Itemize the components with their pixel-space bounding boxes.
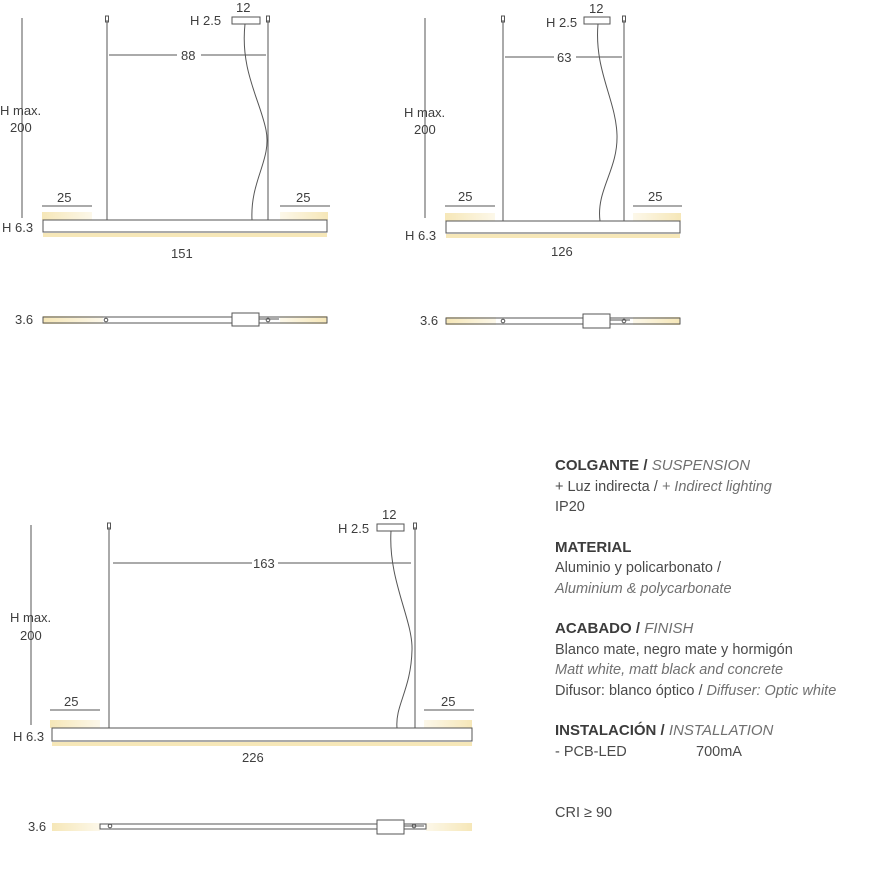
bottom-view-screw [104,318,108,322]
title-es: ACABADO [555,620,632,637]
title-en: SUSPENSION [651,457,751,474]
cable-span-label: 63 [557,50,572,65]
light-left-label: 25 [57,190,72,205]
drawing-medium [425,16,682,328]
spec-cri: CRI ≥ 90 [555,805,613,821]
profile-height-label: H 6.3 [2,220,34,235]
indirect-light-glow [633,213,681,221]
spec-suspension-title [555,456,880,477]
bottom-glow [52,742,472,746]
driver-box [377,820,404,834]
indirect-light-glow [42,212,92,220]
profile-height-label: H 6.3 [13,729,45,744]
canopy-width-label: 12 [589,1,604,16]
spec-suspension [555,456,880,518]
canopy-width-label: 12 [382,507,397,522]
spec-material-en: Aluminium & polycarbonate [555,580,732,597]
bottom-glow [446,234,680,238]
driver-box [232,313,259,326]
canopy [377,524,404,531]
driver-box [583,314,610,328]
spec-material [555,538,880,600]
title-separator: / [639,457,652,474]
light-right-label: 25 [441,694,456,709]
h-max-value: 200 [20,628,42,643]
indirect-light-es: + Luz indirecta [555,478,650,495]
indirect-light-glow [50,720,100,728]
h-max-value: 200 [10,120,32,135]
spec-finish [555,619,880,701]
bottom-view-glow [426,823,472,831]
h-max-label: H max. [10,610,52,625]
bottom-view-glow [52,823,100,831]
cable-span-label: 88 [181,48,196,63]
canopy-height-label: H 2.5 [546,15,578,30]
bottom-height-label: 3.6 [28,819,47,834]
power-cord [598,24,618,221]
spec-installation [555,721,880,762]
diffuser-es: Difusor: blanco óptico / [555,682,703,699]
light-left-label: 25 [458,189,473,204]
h-max-label: H max. [404,105,446,120]
lamp-profile [446,221,680,233]
light-right-label: 25 [648,189,663,204]
length-label: 126 [551,244,573,259]
drawing-large-labels [10,507,455,834]
indirect-light-glow [424,720,472,728]
bottom-height-label: 3.6 [420,313,439,328]
led-type: - PCB-LED [555,743,627,760]
spec-installation-title: INSTALACIÓN / INSTALLATION [555,722,774,739]
indirect-light-glow [445,213,495,221]
diffuser-en: Diffuser: Optic white [706,682,837,699]
canopy-height-label: H 2.5 [190,13,222,28]
title-es: COLGANTE [555,457,640,474]
length-label: 226 [242,750,264,765]
canopy-width-label: 12 [236,0,251,15]
bottom-view-screw [501,319,505,323]
spec-ip-rating: IP20 [555,499,585,515]
profile-height-label: H 6.3 [405,228,437,243]
h-max-label: H max. [0,103,42,118]
spec-finish-en: Matt white, matt black and concrete [555,662,784,678]
bottom-height-label: 3.6 [15,312,34,327]
lamp-profile [52,728,472,741]
lamp-profile [43,220,327,232]
title-es: INSTALACIÓN [555,722,657,739]
canopy-height-label: H 2.5 [338,521,370,536]
power-cord [244,24,267,220]
light-left-label: 25 [64,694,79,709]
drawing-small [22,16,330,326]
spec-material-title: MATERIAL [555,538,632,556]
cable-span-label: 163 [253,556,275,571]
spec-finish-es: Blanco mate, negro mate y hormigón [555,641,793,658]
canopy [232,17,260,24]
light-right-label: 25 [296,190,311,205]
spec-suspension-line1: + Luz indirecta / + Indirect lighting [555,478,772,495]
power-cord [391,531,412,728]
drawing-small-labels [0,0,310,327]
indirect-light-glow [280,212,328,220]
spec-finish-title: ACABADO / FINISH [555,620,694,637]
title-en: INSTALLATION [668,722,774,739]
led-current: 700mA [696,743,742,760]
spec-diffuser [555,681,880,702]
canopy [584,17,610,24]
bottom-glow [43,233,327,237]
length-label: 151 [171,246,193,261]
indirect-light-en: + Indirect lighting [661,478,772,495]
title-en: FINISH [644,620,694,637]
h-max-value: 200 [414,122,436,137]
spec-material-es: Aluminio y policarbonato / [555,560,722,576]
spec-installation-item [555,742,880,763]
bottom-view-screw [108,824,112,828]
spec-panel [555,456,880,824]
